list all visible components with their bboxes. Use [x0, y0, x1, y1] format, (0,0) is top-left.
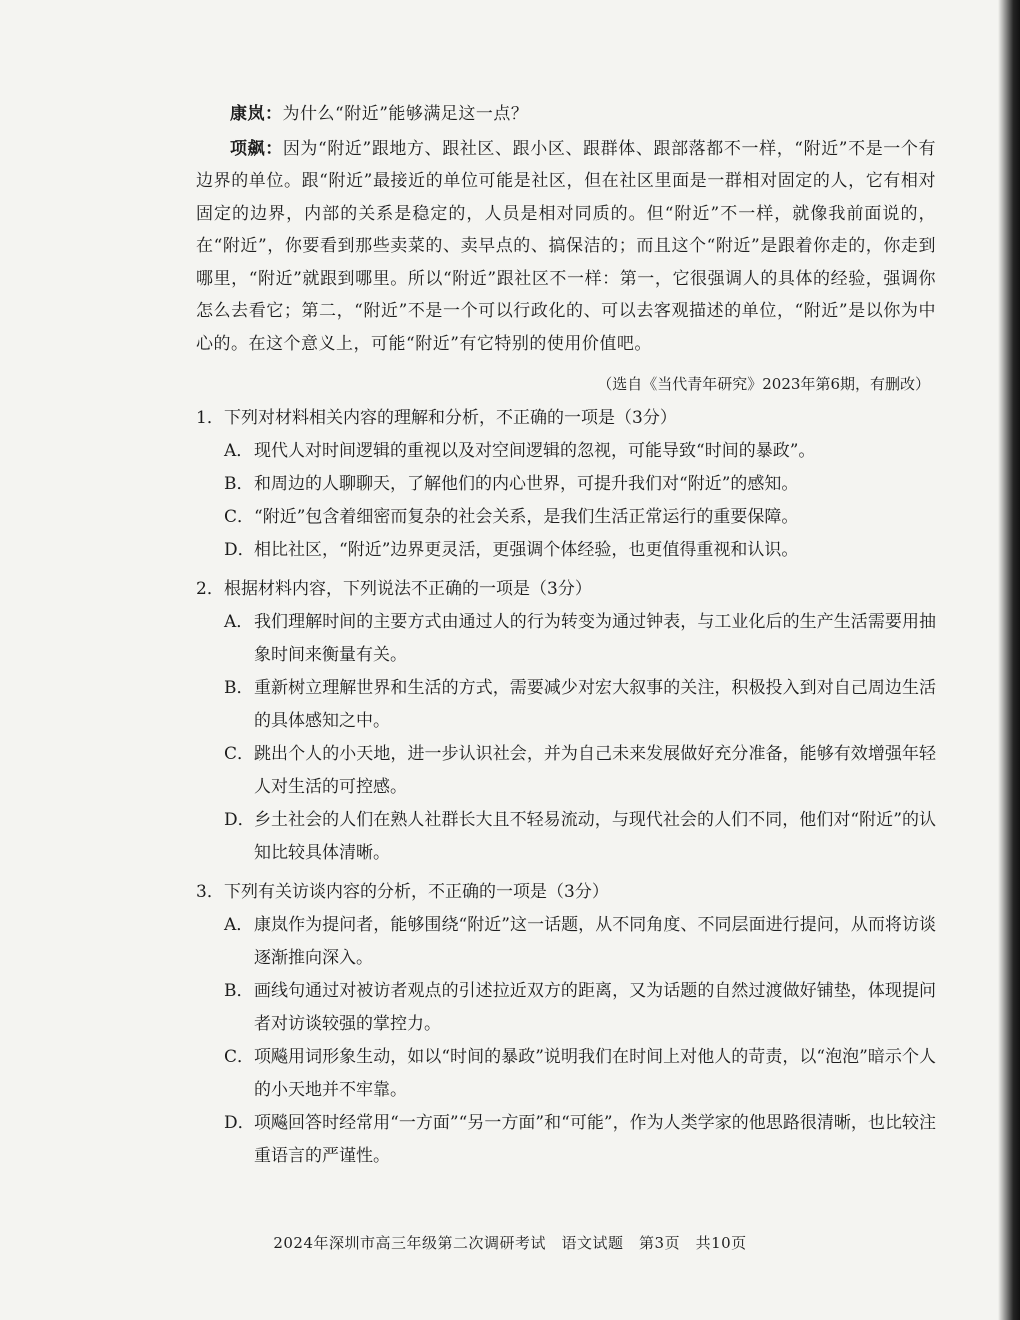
interview-passage — [196, 98, 936, 360]
option-letter: D． — [224, 810, 255, 830]
paragraph-text: 为什么“附近”能够满足这一点？ — [282, 104, 529, 124]
option-text: 我们理解时间的主要方式由通过人的行为转变为通过钟表，与工业化后的生产生活需要用抽象时间来衡量有关。 — [254, 612, 936, 665]
option-letter: C． — [224, 507, 255, 527]
option-d — [224, 1107, 936, 1173]
option-a — [224, 606, 936, 672]
option-text: “附近”包含着细密而复杂的社会关系，是我们生活正常运行的重要保障。 — [254, 507, 799, 527]
question-1 — [196, 402, 936, 567]
option-letter: C． — [224, 1047, 255, 1067]
option-a — [224, 909, 936, 975]
option-letter: D． — [224, 540, 255, 560]
option-b — [224, 672, 936, 738]
paragraph-answer — [196, 133, 936, 361]
option-c — [224, 738, 936, 804]
option-letter: D． — [224, 1113, 255, 1133]
option-text: 项飚用词形象生动，如以“时间的暴政”说明我们在时间上对他人的苛责，以“泡泡”暗示个人的小天地并不牢靠。 — [254, 1047, 936, 1100]
question-3 — [196, 876, 936, 1173]
option-text: 现代人对时间逻辑的重视以及对空间逻辑的忽视，可能导致“时间的暴政”。 — [254, 441, 816, 461]
option-a — [224, 435, 936, 468]
question-stem — [196, 876, 936, 909]
question-stem — [196, 402, 936, 435]
option-text: 跳出个人的小天地，进一步认识社会，并为自己未来发展做好充分准备，能够有效增强年轻人对生活的可控感。 — [254, 744, 936, 797]
scan-edge-shadow — [998, 0, 1020, 1320]
question-text: 下列对材料相关内容的理解和分析，不正确的一项是（3分） — [224, 408, 677, 428]
option-c — [224, 501, 936, 534]
option-letter: B． — [224, 981, 254, 1001]
question-text: 下列有关访谈内容的分析，不正确的一项是（3分） — [224, 882, 609, 902]
option-b — [224, 975, 936, 1041]
option-text: 和周边的人聊聊天，了解他们的内心世界，可提升我们对“附近”的感知。 — [254, 474, 799, 494]
option-text: 重新树立理解世界和生活的方式，需要减少对宏大叙事的关注，积极投入到对自己周边生活的具体感知之中。 — [254, 678, 936, 731]
speaker-kang-lan: 康岚： — [230, 104, 283, 124]
paragraph-text: 因为“附近”跟地方、跟社区、跟小区、跟群体、跟部落都不一样，“附近”不是一个有边界的单位。跟“附近”最接近的单位可能是社区，但在社区里面是一群相对固定的人，它有相对固定的边界，内部的关系是稳定的，人员是相对同质的。但“附近”不一样，就像我前面说的，在“附近”，你要看到那些卖菜的、卖早点的、搞保洁的；而且这个“附近”是跟着你走的，你走到哪里，“附近”就跟到哪里。所以“附近”跟社区不一样：第一，它很强调人的具体的经验，强调你怎么去看它；第二，“附近”不是一个可以行政化的、可以去客观描述的单位，“附近”是以你为中心的。在这个意义上，可能“附近”有它特别的使用价值吧。 — [196, 138, 936, 354]
question-number: 1． — [196, 408, 224, 428]
option-text: 相比社区，“附近”边界更灵活，更强调个体经验，也更值得重视和认识。 — [254, 540, 799, 560]
option-d — [224, 534, 936, 567]
paragraph-question — [196, 98, 936, 131]
option-text: 画线句通过对被访者观点的引述拉近双方的距离，又为话题的自然过渡做好铺垫，体现提问者对访谈较强的掌控力。 — [254, 981, 936, 1034]
option-b — [224, 468, 936, 501]
source-citation: （选自《当代青年研究》2023年第6期，有删改） — [597, 375, 930, 393]
option-text: 康岚作为提问者，能够围绕“附近”这一话题，从不同角度、不同层面进行提问，从而将访谈逐渐推向深入。 — [254, 915, 936, 968]
speaker-xiang-biao: 项飙： — [230, 138, 283, 159]
question-2 — [196, 573, 936, 870]
option-d — [224, 804, 936, 870]
option-text: 乡土社会的人们在熟人社群长大且不轻易流动，与现代社会的人们不同，他们对“附近”的认知比较具体清晰。 — [254, 810, 936, 863]
option-text: 项飚回答时经常用“一方面”“另一方面”和“可能”，作为人类学家的他思路很清晰，也比较注重语言的严谨性。 — [254, 1113, 936, 1166]
option-letter: C． — [224, 744, 255, 764]
exam-page — [196, 98, 936, 1173]
question-number: 2． — [196, 579, 224, 599]
question-number: 3． — [196, 882, 224, 902]
option-letter: A． — [224, 915, 254, 935]
question-stem — [196, 573, 936, 606]
question-text: 根据材料内容，下列说法不正确的一项是（3分） — [224, 579, 592, 599]
option-c — [224, 1041, 936, 1107]
option-letter: B． — [224, 678, 254, 698]
option-letter: B． — [224, 474, 254, 494]
option-letter: A． — [224, 441, 254, 461]
option-letter: A． — [224, 612, 254, 632]
page-footer: 2024年深圳市高三年级第二次调研考试 语文试题 第3页 共10页 — [273, 1234, 747, 1252]
